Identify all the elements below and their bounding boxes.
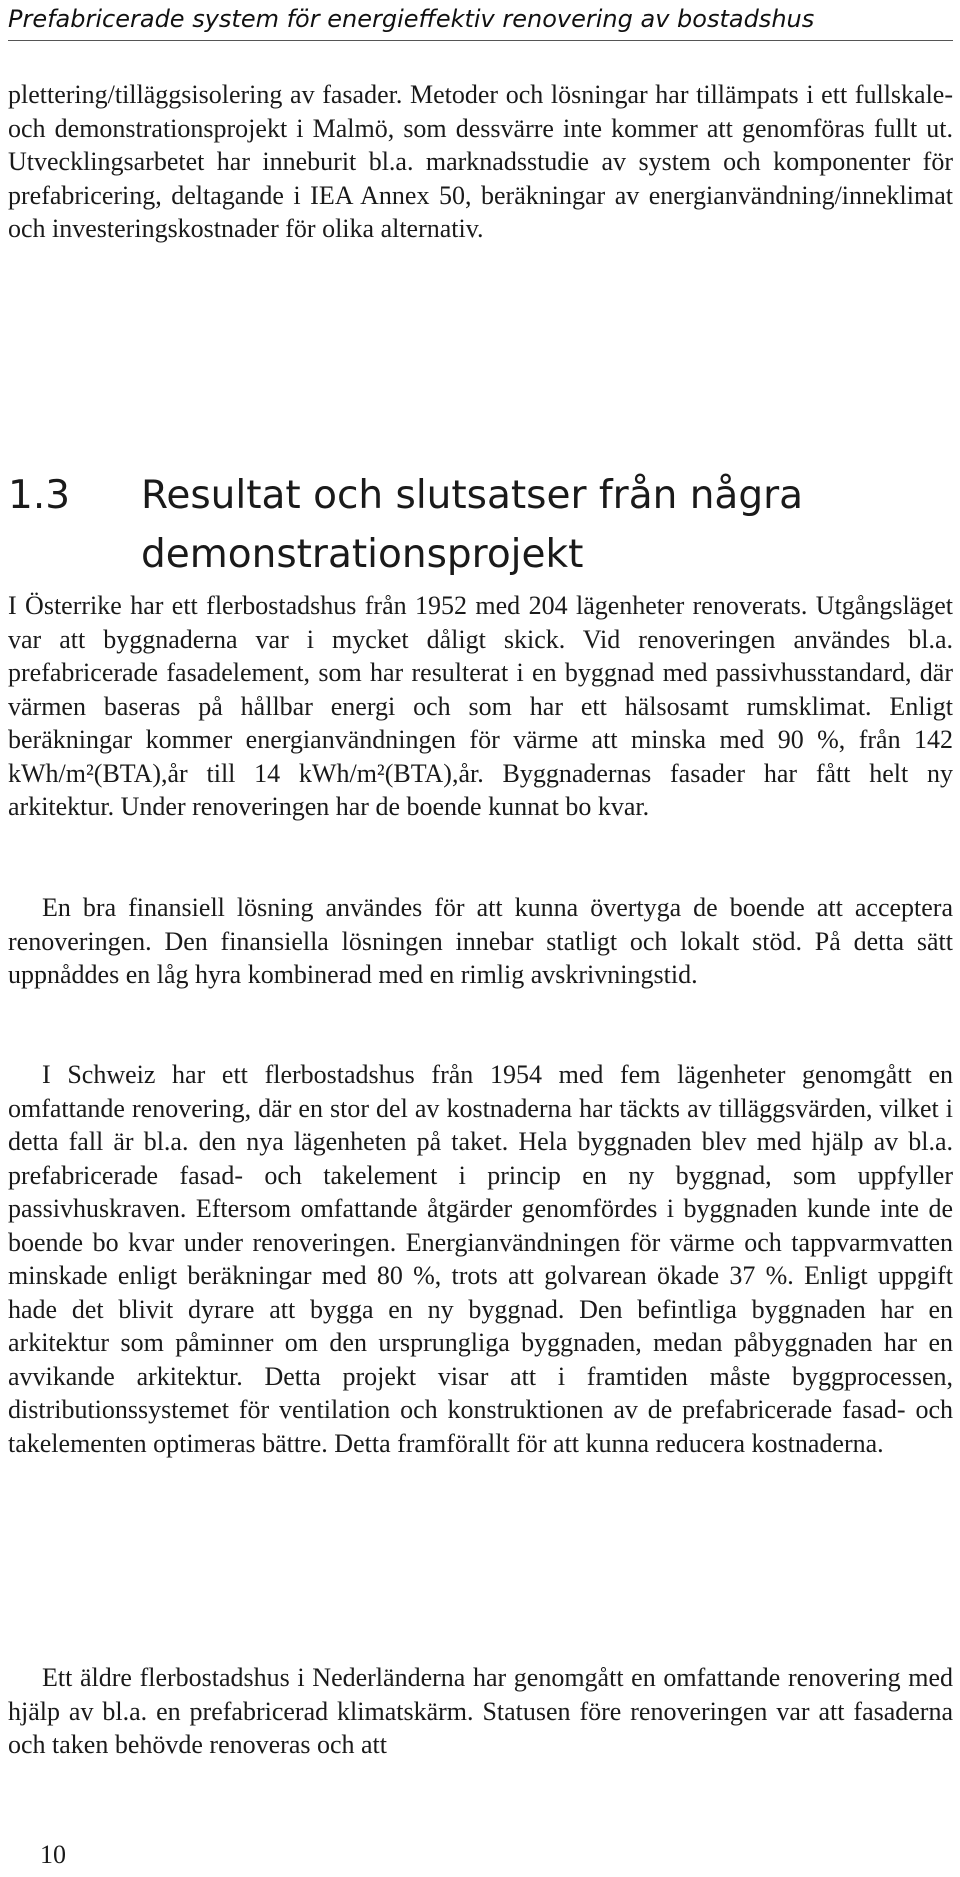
paragraph-switzerland: I Schweiz har ett flerbostadshus från 1954 med fem lägenheter genomgått en omfattande renovering, där en stor del av kostnaderna har täckts av tilläggsvärden, vilket i detta fall är bl.a. den nya lägenheten på taket. Hela byggnaden blev med hjälp av bl.a. prefabricerade fasad- och takelement i princip en ny byggnad, som uppfyller passivhuskraven. Eftersom omfattande åtgärder genomfördes i byggnaden kunde inte de boende bo kvar under renoveringen. Energianvändningen för värme och tappvarmvatten minskade enligt beräkningar med 80 %, trots att golvarean ökade 37 %. Enligt uppgift hade det blivit dyrare att bygga en ny byggnad. Den befintliga byggnaden har en arkitektur som påminner om den ursprungliga byggnaden, medan påbyggnaden har en avvikande arkitektur. Detta projekt visar att i framtiden måste byggprocessen, distributionssystemet för ventilation och konstruktionen av de prefabricerade fasad- och takelementen optimeras bättre. Detta framförallt för att kunna reducera kostnaderna. <box>8 1060 953 1458</box>
running-header: Prefabricerade system för energieffektiv renovering av bostadshus <box>8 5 815 33</box>
section-number: 1.3 <box>8 473 71 518</box>
section-title: Resultat och slutsatser från några demonstrationsprojekt <box>141 473 804 577</box>
paragraph-financing: En bra finansiell lösning användes för att kunna övertyga de boende att acceptera renoveringen. Den finansiella lösningen innebar statligt och lokalt stöd. På detta sätt uppnåddes en låg hyra kombinerad med en rimlig avskrivningstid. <box>8 893 953 989</box>
intro-paragraph: plettering/tilläggsisolering av fasader. Metoder och lösningar har tillämpats i ett fullskale- och demonstrationsprojekt i Malmö, som dessvärre inte kommer att genomföras fullt ut. Utvecklingsarbetet har inneburit bl.a. marknadsstudie av system och komponenter för prefabricering, deltagande i IEA Annex 50, beräkningar av energianvändning/inneklimat och investeringskostnader för olika alternativ. <box>8 80 953 243</box>
paragraph-netherlands: Ett äldre flerbostadshus i Nederländerna har genomgått en omfattande renovering med hjälp av bl.a. en prefabricerad klimatskärm. Statusen före renoveringen var att fasaderna och taken behövde renoveras och att <box>8 1663 953 1759</box>
section-heading <box>8 466 953 584</box>
page-number: 10 <box>40 1840 66 1869</box>
header-rule <box>8 40 953 41</box>
paragraph-austria: I Österrike har ett flerbostadshus från 1952 med 204 lägenheter renoverats. Utgångsläget var att byggnaderna var i mycket dåligt skick. Vid renoveringen användes bl.a. prefabricerade fasadelement, som har resulterat i en byggnad med passivhusstandard, där värmen baseras på hållbar energi och som har ett hälsosamt rumsklimat. Enligt beräkningar kommer energianvändningen för värme att minska med 90 %, från 142 kWh/m²(BTA),år till 14 kWh/m²(BTA),år. Byggnadernas fasader har fått helt ny arkitektur. Under renoveringen har de boende kunnat bo kvar. <box>8 591 953 821</box>
